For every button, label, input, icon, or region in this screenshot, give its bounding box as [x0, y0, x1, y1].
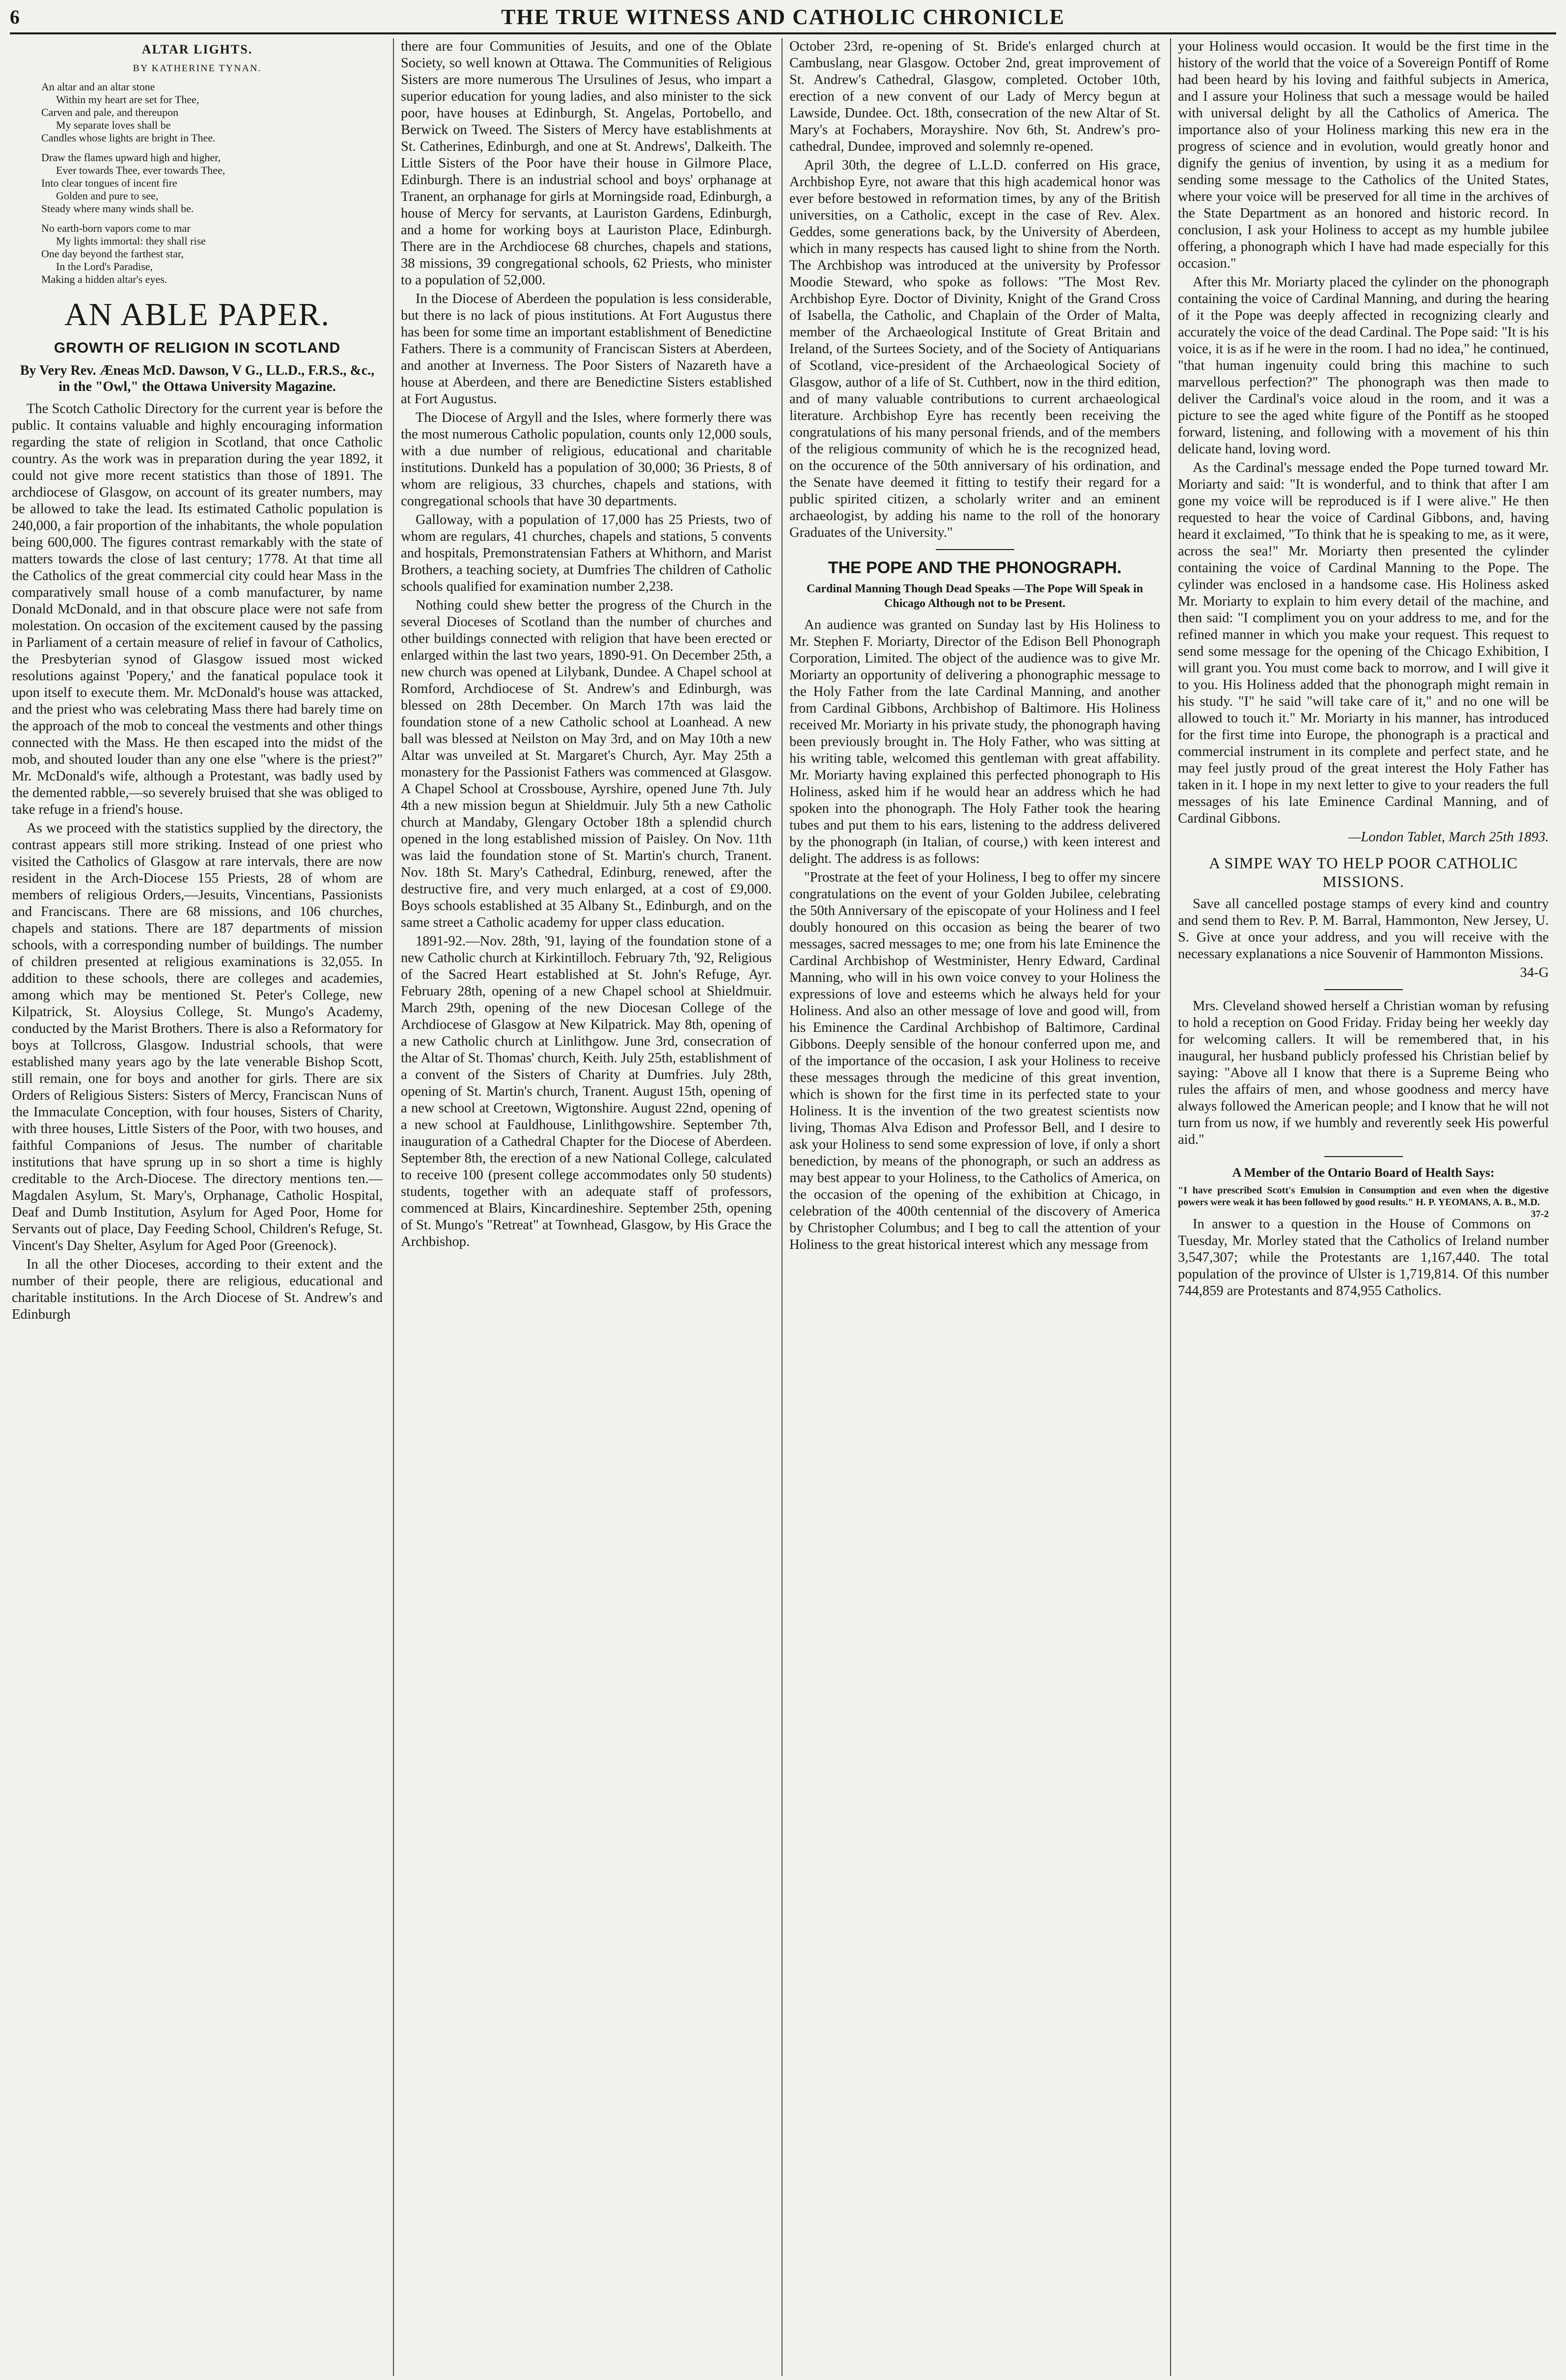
article-paragraph: 1891-92.—Nov. 28th, '91, laying of the foundation stone of a new Catholic church at Kirkintilloch. February 7th, '92, Religious of the Sacred Heart established at St. John's Refuge, Ayr. February 28th, opening of a new Chapel school at Shieldmuir. March 29th, opening of the new Diocesan College of the Archdiocese of Glasgow at New Kilpatrick. May 8th, opening of a new Catholic church at Linlithgow. June 3rd, consecration of the Altar of St. Thomas' church, Keith. July 25th, establishment of a convent of the Sisters of Charity at Dumfries. July 28th, opening of St. Martin's church, Tranent. August 15th, opening of a new school at Creetown, Wigtonshire. August 22nd, opening of a new school at Fauldhouse, Linlithgowshire. September 7th, inauguration of a Cathedral Chapter for the Diocese of Aberdeen. September 8th, the erection of a new National College, calculated to receive 100 (present college accommodates only 50 students) students, together with an adequate staff of professors, commenced at Blairs, Kincardineshire. September 25th, opening of St. Mungo's "Retreat" at Townhead, Glasgow, by His Grace the Archbishop.: [401, 934, 772, 1249]
poem-line: Golden and pure to see,: [56, 190, 159, 202]
article-paragraph: October 23rd, re-opening of St. Bride's enlarged church at Cambuslang, near Glasgow. October 2nd, great improvement of St. Andrew's Cathedral, Glasgow, completed. October 10th, erection of a new convent of our Lady of Mercy begun at Lawside, Dundee. Oct. 18th, consecration of the new Altar of St. Mary's at Fochabers, Morayshire. Nov 6th, St. Andrew's pro-cathedral, Dundee, improved and solemnly re-opened.: [789, 39, 1160, 154]
section-divider: [936, 549, 1014, 550]
article-paragraph: The Scotch Catholic Directory for the current year is before the public. It contains valuable and highly encouraging information regarding the state of religion in Scotland, that once Catholic country. As the work was in preparation during the year 1892, it could not give more recent statistics than those of 1891. The archdiocese of Glasgow, on account of its greater numbers, may be allowed to take the lead. Its estimated Catholic population is 240,000, a fair proportion of the inhabitants, the whole population being 600,000. The figures contrast remarkably with the state of matters towards the close of last century; 1778. At that time all the Catholics of the great commercial city could hear Mass in the comparatively small house of a comb manufacturer, by name Donald McDonald, and in that obscure place were not safe from molestation. On occasion of the excitement caused by the passing in Parliament of a certain measure of relief in favour of Catholics, the Presbyterian synod of Glasgow issued most wicked resolutions against 'Popery,' and the fanatical populace took it upon itself to execute them. Mr. McDonald's house was attacked, and the priest who was celebrating Mass there had barely time on the approach of the mob to conceal the vestments and other things connected with the Mass. He then escaped into the midst of the mob, and shouted louder than any one else "where is the priest?" Mr. McDonald's wife, although a Protestant, was badly used by the demented rabble,—so severely bruised that she was obliged to take refuge in a friend's house.: [12, 401, 383, 817]
poem-line: In the Lord's Paradise,: [56, 260, 153, 273]
poem-line: My lights immortal: they shall rise: [56, 235, 206, 247]
article-byline: By Very Rev. Æneas McD. Dawson, V G., LL.D., F.R.S., &c., in the "Owl," the Ottawa University Magazine.: [20, 363, 375, 394]
article-deck: Cardinal Manning Though Dead Speaks —The Pope Will Speak in Chicago Although not to be Present.: [807, 582, 1143, 610]
article-headline: THE POPE AND THE PHONOGRAPH.: [828, 558, 1122, 577]
article-paragraph: Nothing could shew better the progress of the Church in the several Dioceses of Scotland than the number of churches and other buildings connected with religion that have been erected or enlarged within the last two years, 1890-91. On December 25th, a new church was opened at Lilybank, Dundee. A Chapel school at Romford, Archdiocese of St. Andrew's and Edinburgh, was blessed on 28th December. On March 17th was laid the foundation stone of a new Catholic school at Loanhead. A new ball was blessed at Neilston on May 3rd, and on May 10th a new Altar was unveiled at St. Margaret's Church, Ayr. May 25th a monastery for the Passionist Fathers was commenced at Glasgow. A Chapel School at Crossbouse, Ayrshire, opened June 7th. July 4th a new mission begun at Shieldmuir. July 5th a new Catholic church at Mandaby, Glengary October 18th a splendid church opened in the long established mission of Paisley. On Nov. 11th was laid the foundation stone of St. Martin's church, Tranent. Nov. 18th St. Mary's Cathedral, Edinburg, renewed, after the destructive fire, and very much enlarged, at a cost of £9,000. Boys schools established at 35 Albany St., Edinburgh, and on the same street a Catholic academy for upper class education.: [401, 598, 772, 930]
poem-line: An altar and an altar stone: [41, 81, 155, 93]
article-subhead: GROWTH OF RELIGION IN SCOTLAND: [54, 340, 341, 356]
column-rule: [782, 38, 783, 2376]
advertisement-body: [1178, 1185, 1549, 1219]
article-paragraph: As we proceed with the statistics supplied by the directory, the contrast appears still more striking. Instead of one priest who visited the Catholics of Glasgow at rare intervals, there are now resident in the Arch-Diocese 155 Priests, 28 of whom are members of religious Orders,—Jesuits, Vincentians, Passionists and Franciscans. There are 68 missions, and 106 churches, chapels and stations. There are 187 departments of mission schools, with a corresponding number of buildings. The number of children presented at religious examinations is 32,055. In addition to these schools, there are colleges and academies, among which may be mentioned St. Peter's College, new Kilpatrick, St. Aloysius College, St. Mungo's Academy, conducted by the Marist Brothers. There is also a Reformatory for boys at Tollcross, Glasgow. Industrial schools, that were established many years ago by the late venerable Bishop Scott, still remain, one for boys and another for girls. There are six Orders of Religious Sisters: Sisters of Mercy, Franciscan Nuns of the Immaculate Conception, with four houses, Sisters of Charity, with three houses, Little Sisters of the Poor, with two houses, and faithful Companions of Jesus. The number of charitable institutions that have sprung up in so short a time is highly creditable to the Arch-Diocese. The directory mentions ten.—Magdalen Asylum, St. Mary's, Orphanage, Catholic Hospital, Deaf and Dumb Institution, Asylum for Aged Poor, Home for Servants out of place, Day Feeding School, Children's Refuge, St. Vincent's Day Shelter, Asylum for Aged Poor (Greenock).: [12, 821, 383, 1253]
poem-body: [12, 81, 383, 286]
running-title: THE TRUE WITNESS AND CATHOLIC CHRONICLE: [501, 4, 1065, 29]
poem-line: Ever towards Thee, ever towards Thee,: [56, 164, 225, 176]
poem-title: ALTAR LIGHTS.: [141, 42, 253, 56]
poem-line: My separate loves shall be: [56, 119, 171, 131]
article-source: —London Tablet, March 25th 1893.: [1348, 830, 1549, 845]
article-headline: A SIMPE WAY TO HELP POOR CATHOLIC MISSIONS.: [1209, 854, 1518, 890]
article-reference: 37-2: [1531, 1209, 1549, 1219]
column-3: [789, 38, 1160, 2376]
poem-line: Candles whose lights are bright in Thee.: [41, 132, 216, 144]
article-paragraph: In the Diocese of Aberdeen the population is less considerable, but there is no lack of pious institutions. At Fort Augustus there has been for some time an important establishment of Benedictine Fathers. There is a community of Franciscan Sisters at Aberdeen, and another at Inverness. The Poor Sisters of Nazareth have a house at Aberdeen, and there are Benedictine Sisters established at Fort Augustus.: [401, 291, 772, 407]
article-paragraph: Mrs. Cleveland showed herself a Christian woman by refusing to hold a reception on Good Friday. Friday being her weekly day for welcoming callers. It will be remembered that, in his inaugural, her husband publicly professed his Christian belief by saying: "Above all I know that there is a Supreme Being who rules the affairs of men, and whose goodness and mercy have always followed the American people; and I know that he will not turn from us now, if we humbly and reverently seek His powerful aid.": [1178, 998, 1549, 1147]
article-paragraph: your Holiness would occasion. It would be the first time in the history of the world that the voice of a Sovereign Pontiff of Rome had been heard by his loving and faithful subjects in America, and I assure your Holiness that such a message would be hailed with universal delight by all the Catholics of America. The importance also of your Holiness marking this new era in the progress of science and in evolution, would greatly honor and dignify the genius of invention, by using it as a medium for sending some message to the Catholics of the United States, where your voice will be preserved for all time in the archives of the State Department as an honored and historic record. In conclusion, I ask your Holiness to accept as my humble jubilee offering, a phonograph which I have had made especially for this occasion.": [1178, 39, 1549, 271]
poem-line: One day beyond the farthest star,: [41, 248, 184, 260]
page-number: 6: [10, 5, 20, 28]
poem-line: Within my heart are set for Thee,: [56, 93, 199, 106]
section-divider: [1324, 989, 1403, 990]
advertisement-text: "I have prescribed Scott's Emulsion in Consumption and even when the digestive powers were weak it has been followed by good results." H. P. YEOMANS, A. B., M.D.: [1178, 1185, 1549, 1208]
article-paragraph: The Diocese of Argyll and the Isles, where formerly there was the most numerous Catholic population, counts only 12,000 souls, with a due number of religious, educational and charitable institutions. Dunkeld has a population of 30,000; 36 Priests, 8 of whom are religious, 33 churches, chapels and stations, with congregational schools that have 30 departments.: [401, 410, 772, 509]
article-paragraph: In all the other Dioceses, according to their extent and the number of their people, there are religious, educational and charitable institutions. In the Arch Diocese of St. Andrew's and Edinburgh: [12, 1257, 383, 1322]
article-paragraph: Save all cancelled postage stamps of every kind and country and send them to Rev. P. M. Barral, Hammonton, New Jersey, U. S. Give at once your address, and you will receive with the necessary explanations a nice Souvenir of Hammonton Missions.: [1178, 896, 1549, 962]
poem-line: Carven and pale, and thereupon: [41, 106, 179, 118]
column-2: [401, 38, 772, 2376]
article-paragraph: As the Cardinal's message ended the Pope turned toward Mr. Moriarty and said: "It is wonderful, and to think that after I am gone my voice will be reproduced is if I were alive." He then requested to hear the voice of Cardinal Gibbons, and, having heard it exclaimed, "To think that he is speaking to me, as it were, across the sea!" Mr. Moriarty then presented the cylinder containing the voice of Cardinal Manning to the Pope. The cylinder was enclosed in a handsome case. His Holiness asked Mr. Moriarty to explain to him every detail of the machine, and then said: "I compliment you on your address to me, and for the refined manner in which you make your request. This request to send some message for the opening of the Chicago Exhibition, I will grant you. You must come back to morrow, and I will give it to you. His Holiness added that the phonograph might remain in his study. "I" he said "will take care of it," and no one will be allowed to touch it." Mr. Moriarty in his manner, has introduced for the first time into Europe, the phonograph is a practical and commercial instrument in its complete and perfect state, and he may feel justly proud of the great interest the Holy Father has taken in it. I hope in my next letter to give to your readers the full messages of his late Eminence Cardinal Manning, and of Cardinal Gibbons.: [1178, 460, 1549, 826]
poem-stanza-break: [41, 144, 383, 151]
article-paragraph: April 30th, the degree of L.L.D. conferred on His grace, Archbishop Eyre, not aware that this high academical honor was ever before bestowed in reformation times, by any of the British universities, on a Catholic, except in the case of Rev. Alex. Geddes, some generations back, by the University of Aberdeen, which in many respects has caused light to shine from the North. The Archbishop was introduced at the university by Professor Moodie Steward, who spoke as follows: "The Most Rev. Archbishop Eyre. Doctor of Divinity, Knight of the Grand Cross of Isabella, the Catholic, and Chaplain of the Order of Malta, member of the Archaeological Institute of Great Britain and Ireland, of the Surtees Society, and of the Society of Antiquarians of Scotland, vice-president of the Archaeological Society of Glasgow, author of a life of St. Cuthbert, now in the third edition, and of many valuable contributions to current archaeological literature. Archbishop Eyre has recently been receiving the congratulations of his many personal friends, and of the members of the religious community of which he is the recognized head, on the occurence of the 50th anniversary of his ordination, and the Senate have deemed it fitting to testify their regard for a public spirited citizen, a scholarly writer and an eminent archaeologist, by adding his name to the roll of the honorary Graduates of the University.": [789, 158, 1160, 540]
header-rule: [10, 32, 1556, 34]
column-4: [1178, 38, 1549, 2376]
poem-line: Draw the flames upward high and higher,: [41, 151, 221, 164]
article-headline: AN ABLE PAPER.: [64, 297, 330, 332]
article-paragraph: After this Mr. Moriarty placed the cylinder on the phonograph containing the voice of Cardinal Manning, and during the hearing of it the Pope was deeply affected in recognizing clearly and accurately the voice of the dead Cardinal. The Pope said: "It is his voice, it is as if he were in the room. I had no idea," he continued, "that human ingenuity could bring this machine to such marvellous perfection?" The phonograph was then made to deliver the Cardinal's voice aloud in the room, and it was a picture to see the aged white figure of the Pontiff as he stooped forward, listening, and following with a movement of his thin delicate hand, loving word.: [1178, 275, 1549, 457]
poem-line: Steady where many winds shall be.: [41, 202, 194, 215]
article-paragraph: In answer to a question in the House of Commons on Tuesday, Mr. Morley stated that the Catholics of Ireland number 3,547,307; while the Protestants are 1,167,440. The total population of the province of Ulster is 1,719,814. Of this number 744,859 are Protestants and 874,955 Catholics.: [1178, 1217, 1549, 1299]
poem-line: Into clear tongues of incent fire: [41, 177, 177, 189]
article-paragraph: "Prostrate at the feet of your Holiness, I beg to offer my sincere congratulations on the event of your Golden Jubilee, celebrating the 50th Anniversary of the episcopate of your Holiness and I feel doubly honoured on this occasion as being the bearer of two messages, sacred messages to me; one from his late Eminence the Cardinal Archbishop of Westminister, Henry Edward, Cardinal Manning, who will in his own voice convey to your Holiness the expressions of love and esteems which he always held for your Holiness. And also an other message of love and good will, from his Eminence the Cardinal Archbishop of Baltimore, Cardinal Gibbons. Deeply sensible of the honour conferred upon me, and of the importance of the occasion, I ask your Holiness to receive these messages through the medicine of this great invention, which is shown for the first time in its perfected state to your Holiness. It is the invention of the two greatest scientists now living, Thomas Alva Edison and Professor Bell, and I desire to ask your Holiness to send some expression of love, if only a short benediction, by means of the phonograph, or such an address as may best appear to your Holiness, to the Catholics of America, on the occasion of the opening of the exhibition at Chicago, in celebration of the 400th centennial of the discovery of America by Christopher Columbus; and I beg to call the attention of your Holiness to the great historical interest which any message from: [789, 870, 1160, 1252]
column-rule: [1170, 38, 1171, 2376]
poem-line: No earth-born vapors come to mar: [41, 222, 191, 234]
article-headline: A Member of the Ontario Board of Health Says:: [1232, 1165, 1495, 1180]
article-paragraph: there are four Communities of Jesuits, and one of the Oblate Society, so well known at Ottawa. The Communities of Religious Sisters are more numerous The Ursulines of Jesus, who impart a superior education for young ladies, and also minister to the sick poor, have houses at Edinburgh, St. Angelas, Portobello, and Berwick on Tweed. The Sisters of Mercy have establishments at St. Catherines, Edinburgh, and one at St. Andrews', Dalkeith. The Little Sisters of the Poor have their house in Gilmore Place, Edinburgh. There is an industrial school and boys' orphanage at Tranent, an orphanage for girls at Morningside road, Edinburgh, a house of Mercy for servants, at Lauriston Gardens, Edinburgh, and a home for working boys at Lauriston Place, Edinburgh. There are in the Archdiocese 68 churches, chapels and stations, 38 missions, 39 congregational schools, 62 Priests, who minister to a population of 52,000.: [401, 39, 772, 288]
column-1: [12, 38, 383, 2376]
masthead: [10, 4, 1556, 29]
article-paragraph: An audience was granted on Sunday last by His Holiness to Mr. Stephen F. Moriarty, Director of the Edison Bell Phonograph Corporation, Limited. The object of the audience was to give Mr. Moriarty an opportunity of delivering a phonographic message to the Holy Father from the late Cardinal Manning, and another from Cardinal Gibbons, Archbishop of Baltimore. His Holiness received Mr. Moriarty in his private study, the phonograph having been previously brought in. The Holy Father, who was sitting at his writing table, welcomed this gentleman with great affability. Mr. Moriarty having explained this perfected phonograph to His Holiness, asked him if he would hear an address which he had spoken into the phonograph. The Holy Father took the hearing tubes and put them to his ears, listening to the address delivered by the phonograph (in Italian, of course,) with keen interest and delight. The address is as follows:: [789, 617, 1160, 866]
poem-line: Making a hidden altar's eyes.: [41, 273, 168, 285]
poem-byline: BY KATHERINE TYNAN.: [133, 63, 262, 74]
article-reference: 34-G: [1520, 965, 1549, 980]
section-divider: [1324, 1156, 1403, 1157]
article-paragraph: Galloway, with a population of 17,000 has 25 Priests, two of whom are regulars, 41 churches, chapels and stations, 5 convents and hospitals, Premonstratensian Fathers at Whithorn, and Marist Brothers, a teaching society, at Dumfries The children of Catholic schools qualified for examination number 2,238.: [401, 512, 772, 594]
poem-stanza-break: [41, 215, 383, 222]
column-rule: [393, 38, 394, 2376]
